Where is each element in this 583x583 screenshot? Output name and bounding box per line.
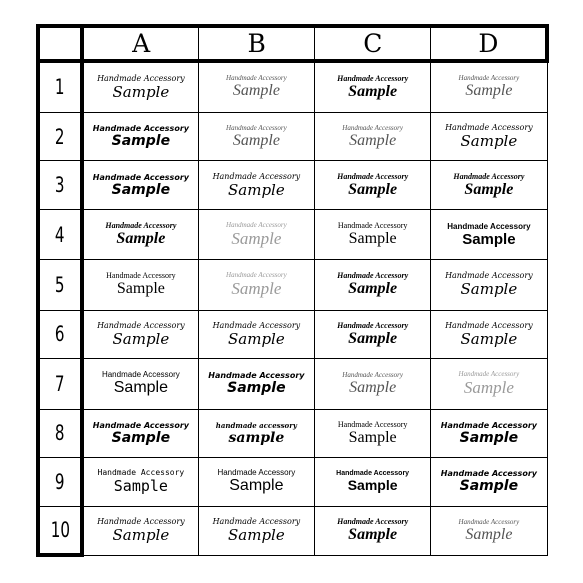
sample-cell-d5[interactable] — [431, 260, 547, 310]
sample-word: Sample — [228, 329, 285, 348]
row-number-label: 6 — [55, 322, 65, 347]
sample-caption: handmade accessory — [215, 420, 297, 430]
sample-word: Sample — [460, 280, 518, 299]
sample-cell-b4[interactable] — [198, 209, 314, 259]
sample-caption: Handmade Accessory — [208, 371, 305, 381]
sample-word: Sample — [348, 82, 398, 100]
row-number-label: 8 — [55, 421, 65, 446]
sample-cell-d7[interactable] — [431, 359, 547, 409]
sample-caption: Handmade Accessory — [97, 73, 185, 83]
sample-caption: Handmade Accessory — [226, 220, 287, 229]
column-header-a: A — [82, 26, 198, 61]
column-header-d: D — [431, 26, 547, 61]
sample-cell-b6[interactable] — [198, 310, 314, 359]
sample-caption: Handmade Accessory — [447, 221, 531, 231]
sample-caption: Handmade Accessory — [226, 270, 287, 279]
sample-caption: Handmade Accessory — [342, 370, 403, 379]
sample-word: Sample — [349, 131, 397, 149]
sample-caption: Handmade Accessory — [445, 320, 533, 330]
sample-cell-c4[interactable] — [315, 209, 431, 259]
sample-word: Sample — [231, 228, 282, 248]
row-number-label: 5 — [55, 272, 65, 297]
sample-cell-d3[interactable] — [431, 161, 547, 210]
sample-word: Sample — [112, 526, 170, 545]
row-number — [38, 310, 82, 359]
sample-word: Sample — [465, 525, 513, 543]
sample-word: Sample — [111, 133, 171, 150]
sample-word: Sample — [348, 526, 398, 544]
grid-body — [38, 61, 547, 555]
sample-word: Sample — [348, 329, 398, 347]
sample-word: Sample — [111, 181, 171, 198]
font-sample-grid — [36, 24, 549, 557]
sample-cell-d9[interactable] — [431, 458, 547, 507]
sample-caption: Handmade Accessory — [101, 370, 180, 380]
row-number-label: 1 — [55, 75, 65, 100]
sample-caption: Handmade Accessory — [105, 221, 177, 231]
sample-word: Sample — [459, 478, 519, 495]
sample-caption: Handmade Accessory — [445, 123, 533, 133]
sample-word: Sample — [112, 329, 170, 348]
sample-cell-a2[interactable] — [82, 112, 198, 161]
sample-cell-c1[interactable] — [315, 61, 431, 112]
sample-word: Sample — [460, 132, 518, 151]
sample-word: Sample — [465, 82, 513, 100]
sample-cell-b8[interactable] — [198, 409, 314, 458]
sample-caption: Handmade Accessory — [217, 468, 296, 478]
row-number — [38, 209, 82, 259]
sample-caption: Handmade Accessory — [342, 123, 403, 132]
row-number — [38, 506, 82, 555]
sample-word: Sample — [232, 82, 280, 100]
sample-cell-b7[interactable] — [198, 359, 314, 409]
table-row — [38, 506, 547, 555]
sample-word: Sample — [464, 180, 514, 198]
sample-caption: Handmade Accessory — [440, 420, 537, 430]
sample-caption: Handmade Accessory — [92, 172, 189, 182]
sample-caption: Handmade Accessory — [92, 124, 189, 134]
sample-cell-d6[interactable] — [431, 310, 547, 359]
sample-caption: Handmade Accessory — [440, 469, 537, 479]
sample-cell-a6[interactable] — [82, 310, 198, 359]
sample-word: Sample — [348, 180, 398, 198]
sample-word: Sample — [229, 477, 284, 495]
row-number-label: 2 — [55, 124, 65, 149]
table-row — [38, 161, 547, 210]
sample-cell-b3[interactable] — [198, 161, 314, 210]
sample-word: Sample — [111, 429, 171, 446]
sample-caption: Handmade Accessory — [212, 517, 301, 527]
sample-caption: Handmade Accessory — [226, 123, 287, 132]
row-number — [38, 61, 82, 112]
sample-word: Sample — [231, 278, 282, 298]
table-row — [38, 409, 547, 458]
sample-cell-c9[interactable] — [315, 458, 431, 507]
sample-cell-b5[interactable] — [198, 260, 314, 310]
sample-caption: Handmade Accessory — [458, 517, 520, 526]
sample-caption: Handmade Accessory — [458, 74, 520, 83]
table-row — [38, 359, 547, 409]
sample-word: Sample — [348, 280, 398, 298]
sample-word: Sample — [459, 429, 519, 446]
sample-caption: Handmade Accessory — [337, 517, 409, 527]
sample-cell-a4[interactable] — [82, 209, 198, 259]
sample-caption: Handmade Accessory — [337, 271, 409, 281]
row-number-label: 9 — [55, 469, 65, 494]
column-header-c: C — [315, 26, 431, 61]
sample-caption: Handmade Accessory — [226, 74, 287, 83]
corner-cell — [38, 26, 82, 61]
sample-cell-a3[interactable] — [82, 161, 198, 210]
row-number — [38, 161, 82, 210]
sample-cell-c10[interactable] — [315, 506, 431, 555]
table-row — [38, 458, 547, 507]
header-row — [38, 26, 547, 61]
table-row — [38, 209, 547, 259]
sample-cell-a10[interactable] — [82, 506, 198, 555]
sample-word: Sample — [113, 379, 168, 397]
row-number — [38, 458, 82, 507]
sample-word: Sample — [460, 329, 518, 348]
sample-cell-d1[interactable] — [431, 61, 547, 112]
sample-word: Sample — [228, 526, 285, 545]
row-number — [38, 260, 82, 310]
column-header-b: B — [198, 26, 314, 61]
sample-cell-a8[interactable] — [82, 409, 198, 458]
sample-cell-a5[interactable] — [82, 260, 198, 310]
sample-cell-b2[interactable] — [198, 112, 314, 161]
sample-word: Sample — [116, 230, 166, 248]
sample-cell-c8[interactable] — [315, 409, 431, 458]
sample-caption: Handmade Accessory — [97, 468, 185, 478]
sample-cell-d4[interactable] — [431, 209, 547, 259]
sample-cell-b1[interactable] — [198, 61, 314, 112]
sample-cell-c6[interactable] — [315, 310, 431, 359]
sample-caption: Handmade Accessory — [106, 271, 176, 281]
sample-caption: Handmade Accessory — [97, 517, 185, 527]
row-number-label: 3 — [55, 173, 65, 198]
sample-cell-b10[interactable] — [198, 506, 314, 555]
sample-cell-a7[interactable] — [82, 359, 198, 409]
sample-cell-d2[interactable] — [431, 112, 547, 161]
sample-cell-b9[interactable] — [198, 458, 314, 507]
sample-word: Sample — [349, 378, 397, 396]
sample-cell-c2[interactable] — [315, 112, 431, 161]
sample-caption: Handmade Accessory — [337, 73, 409, 83]
sample-caption: Handmade Accessory — [453, 171, 525, 181]
sample-word: Sample — [348, 230, 397, 248]
sample-cell-a1[interactable] — [82, 61, 198, 112]
sample-caption: Handmade Accessory — [337, 419, 408, 429]
table-row — [38, 61, 547, 112]
sample-word: Sample — [116, 280, 165, 298]
sample-word: Sample — [228, 180, 285, 199]
sample-caption: Handmade Accessory — [212, 320, 301, 330]
sample-cell-c5[interactable] — [315, 260, 431, 310]
row-number — [38, 359, 82, 409]
sample-cell-c7[interactable] — [315, 359, 431, 409]
table-row — [38, 310, 547, 359]
sample-word: Sample — [462, 230, 516, 248]
sample-caption: Handmade Accessory — [97, 320, 185, 330]
row-number — [38, 112, 82, 161]
sample-word: Sample — [348, 428, 397, 446]
sample-word: Sample — [112, 82, 170, 101]
sample-caption: Handmade Accessory — [458, 369, 520, 378]
sample-word: Sample — [347, 477, 398, 494]
sample-caption: Handmade Accessory — [445, 271, 533, 281]
sample-caption: Handmade Accessory — [337, 171, 409, 181]
sample-word: Sample — [113, 477, 168, 496]
sample-word: Sample — [463, 377, 514, 397]
sample-word: sample — [228, 429, 285, 446]
sample-cell-c3[interactable] — [315, 161, 431, 210]
sample-caption: Handmade Accessory — [212, 171, 301, 181]
table-row — [38, 112, 547, 161]
sample-cell-d10[interactable] — [431, 506, 547, 555]
row-number-label: 4 — [55, 222, 65, 247]
sample-cell-d8[interactable] — [431, 409, 547, 458]
sample-caption: Handmade Accessory — [92, 420, 189, 430]
sample-caption: Handmade Accessory — [337, 320, 409, 330]
sample-word: Sample — [232, 131, 280, 149]
sample-word: Sample — [227, 380, 286, 397]
table-row — [38, 260, 547, 310]
sample-cell-a9[interactable] — [82, 458, 198, 507]
row-number — [38, 409, 82, 458]
row-number-label: 7 — [55, 371, 65, 396]
sample-caption: Handmade Accessory — [337, 221, 408, 231]
sample-caption: Handmade Accessory — [336, 470, 410, 478]
row-number-label: 10 — [50, 517, 70, 542]
